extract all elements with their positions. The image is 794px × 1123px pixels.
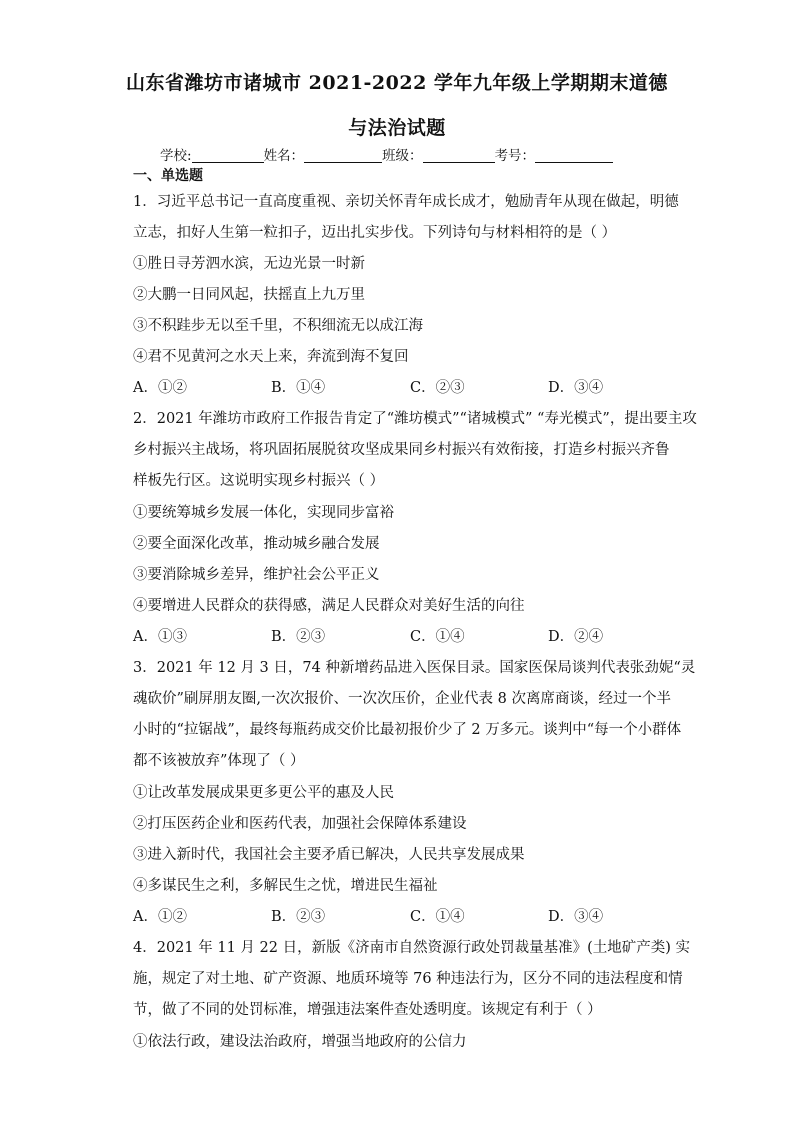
class-blank[interactable]	[423, 148, 495, 163]
question-1-line-2: 立志，扣好人生第一粒扣子，迈出扎实步伐。下列诗句与材料相符的是（ ）	[133, 225, 617, 241]
exam-title-line-1: 山东省潍坊市诸城市 2021-2022 学年九年级上学期期末道德	[126, 72, 668, 94]
option-a[interactable]: A．①②	[133, 380, 187, 396]
question-3-line-1: 3．2021 年 12 月 3 日，74 种新增药品进入医保目录。国家医保局谈判代表张劲妮“灵	[133, 660, 696, 676]
name-blank[interactable]	[304, 148, 382, 163]
option-d[interactable]: D．②④	[548, 629, 604, 645]
question-1-choice-4: ④君不见黄河之水天上来，奔流到海不复回	[133, 349, 409, 365]
question-1-choice-1: ①胜日寻芳泗水滨，无边光景一时新	[133, 256, 365, 272]
section-heading: 一、单选题	[133, 168, 203, 184]
question-3-line-4: 都不该被放弃”体现了（ ）	[133, 753, 305, 769]
question-2-choice-3: ③要消除城乡差异，维护社会公平正义	[133, 567, 380, 583]
option-d[interactable]: D．③④	[548, 380, 604, 396]
question-3-choice-1: ①让改革发展成果更多更公平的惠及人民	[133, 785, 394, 801]
option-b[interactable]: B．②③	[271, 909, 326, 925]
school-label: 学校:	[160, 148, 192, 164]
question-3-choice-2: ②打压医药企业和医药代表，加强社会保障体系建设	[133, 816, 467, 832]
question-4-choice-1: ①依法行政，建设法治政府，增强当地政府的公信力	[133, 1034, 467, 1050]
option-a[interactable]: A．①③	[133, 629, 187, 645]
question-2-choice-1: ①要统筹城乡发展一体化，实现同步富裕	[133, 505, 394, 521]
question-4-line-3: 节，做了不同的处罚标准，增强违法案件查处透明度。该规定有利于（ ）	[133, 1002, 602, 1018]
question-1-choice-2: ②大鹏一日同风起，扶摇直上九万里	[133, 287, 365, 303]
question-3-choice-4: ④多谋民生之利，多解民生之忧，增进民生福祉	[133, 878, 438, 894]
question-2-line-3: 样板先行区。这说明实现乡村振兴（ ）	[133, 473, 385, 489]
option-b[interactable]: B．②③	[271, 629, 326, 645]
class-label: 班级：	[382, 148, 423, 164]
student-info-row	[160, 144, 613, 164]
option-c[interactable]: C．①④	[410, 629, 465, 645]
option-c[interactable]: C．②③	[410, 380, 465, 396]
option-b[interactable]: B．①④	[271, 380, 326, 396]
question-2-choice-2: ②要全面深化改革，推动城乡融合发展	[133, 536, 380, 552]
exam-number-blank[interactable]	[535, 148, 613, 163]
question-3-choice-3: ③进入新时代，我国社会主要矛盾已解决，人民共享发展成果	[133, 847, 525, 863]
question-2-line-1: 2．2021 年潍坊市政府工作报告肯定了“潍坊模式”“诸城模式” “寿光模式”，提出要主攻	[133, 411, 697, 427]
question-4-line-2: 施，规定了对土地、矿产资源、地质环境等 76 种违法行为，区分不同的违法程度和情	[133, 971, 683, 987]
question-1-choice-3: ③不积跬步无以至千里，不积细流无以成江海	[133, 318, 423, 334]
name-label: 姓名：	[263, 148, 305, 164]
question-1-line-1: 1．习近平总书记一直高度重视、亲切关怀青年成长成才，勉励青年从现在做起，明德	[133, 194, 679, 210]
exam-number-label: 考号：	[494, 148, 536, 164]
school-blank[interactable]	[192, 148, 264, 163]
question-2-line-2: 乡村振兴主战场，将巩固拓展脱贫攻坚成果同乡村振兴有效衔接，打造乡村振兴齐鲁	[133, 442, 670, 458]
exam-title-line-2: 与法治试题	[348, 117, 446, 139]
question-3-line-2: 魂砍价”刷屏朋友圈,一次次报价、一次次压价，企业代表 8 次离席商谈，经过一个半	[133, 691, 671, 707]
option-d[interactable]: D．③④	[548, 909, 604, 925]
question-3-line-3: 小时的“拉锯战”，最终每瓶药成交价比最初报价少了 2 万多元。谈判中“每一个小群体	[133, 722, 682, 738]
option-a[interactable]: A．①②	[133, 909, 187, 925]
option-c[interactable]: C．①④	[410, 909, 465, 925]
question-4-line-1: 4．2021 年 11 月 22 日，新版《济南市自然资源行政处罚裁量基准》(土地矿产类) 实	[133, 940, 690, 956]
question-2-choice-4: ④要增进人民群众的获得感，满足人民群众对美好生活的向往	[133, 598, 525, 614]
